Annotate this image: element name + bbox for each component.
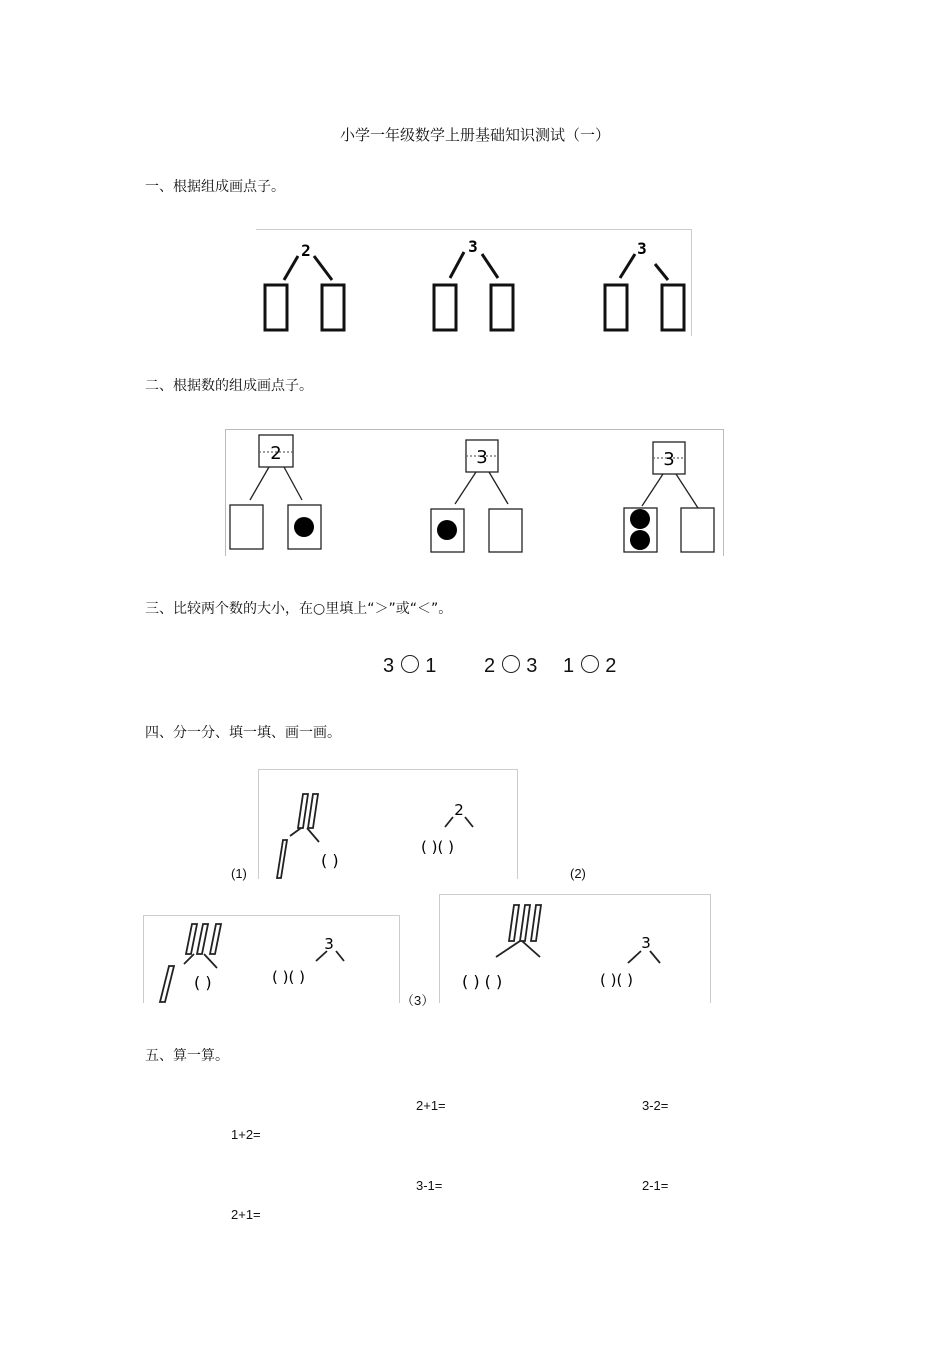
- section-2-heading: 二、根据数的组成画点子。: [145, 378, 313, 394]
- compare-item-1: [383, 655, 436, 678]
- compare-item-3: [563, 655, 616, 678]
- compare-left: 3: [383, 655, 395, 677]
- figure-2-composition: [225, 429, 724, 556]
- figure-label-3: （3）: [401, 993, 435, 1008]
- compare-item-2: [484, 655, 537, 678]
- figure-4-2: [143, 915, 400, 1003]
- section-4-heading: 四、分一分、填一填、画一画。: [145, 725, 341, 741]
- figure-4-3: [439, 894, 711, 1003]
- fig2-number-3: 3: [663, 449, 675, 470]
- compare-circle[interactable]: [401, 655, 419, 673]
- parenthesis-blank[interactable]: ( ): [321, 851, 339, 870]
- section-3-heading: 三、比较两个数的大小，在○里填上“＞”或“＜”。: [145, 601, 453, 617]
- section-1-heading: 一、根据组成画点子。: [145, 179, 285, 195]
- parenthesis-blanks[interactable]: ( )( ): [421, 838, 454, 856]
- figure-label-2: (2): [570, 866, 586, 881]
- page-title: 小学一年级数学上册基础知识测试（一）: [339, 126, 610, 144]
- figure-1-composition: [256, 229, 692, 336]
- fig4-3-number: 3: [641, 934, 651, 952]
- figure-4-1: [258, 769, 518, 879]
- calc-item: 3-2=: [642, 1098, 669, 1113]
- compare-right: 3: [526, 655, 538, 677]
- fig1-number-2: 3: [468, 237, 478, 256]
- fig4-1-number: 2: [454, 801, 464, 819]
- calc-item: 1+2=: [231, 1127, 261, 1142]
- fig2-number-2: 3: [476, 447, 488, 468]
- parenthesis-blanks[interactable]: ( )( ): [600, 971, 633, 989]
- calc-item: 2+1=: [416, 1098, 446, 1113]
- compare-right: 2: [605, 655, 617, 677]
- compare-left: 1: [563, 655, 575, 677]
- figure-label-1: (1): [231, 866, 247, 881]
- parenthesis-blanks[interactable]: ( ) ( ): [462, 972, 503, 991]
- fig4-2-number: 3: [324, 935, 334, 953]
- calc-item: 2-1=: [642, 1178, 669, 1193]
- fig1-number-1: 2: [301, 241, 311, 260]
- section-5-heading: 五、算一算。: [145, 1048, 229, 1064]
- compare-right: 1: [425, 655, 437, 677]
- calc-item: 3-1=: [416, 1178, 443, 1193]
- compare-circle[interactable]: [581, 655, 599, 673]
- compare-left: 2: [484, 655, 496, 677]
- parenthesis-blanks[interactable]: ( )( ): [272, 968, 305, 986]
- compare-circle[interactable]: [502, 655, 520, 673]
- parenthesis-blank[interactable]: ( ): [194, 973, 212, 992]
- calc-item: 2+1=: [231, 1207, 261, 1222]
- fig2-number-1: 2: [270, 443, 282, 464]
- fig1-number-3: 3: [637, 239, 647, 258]
